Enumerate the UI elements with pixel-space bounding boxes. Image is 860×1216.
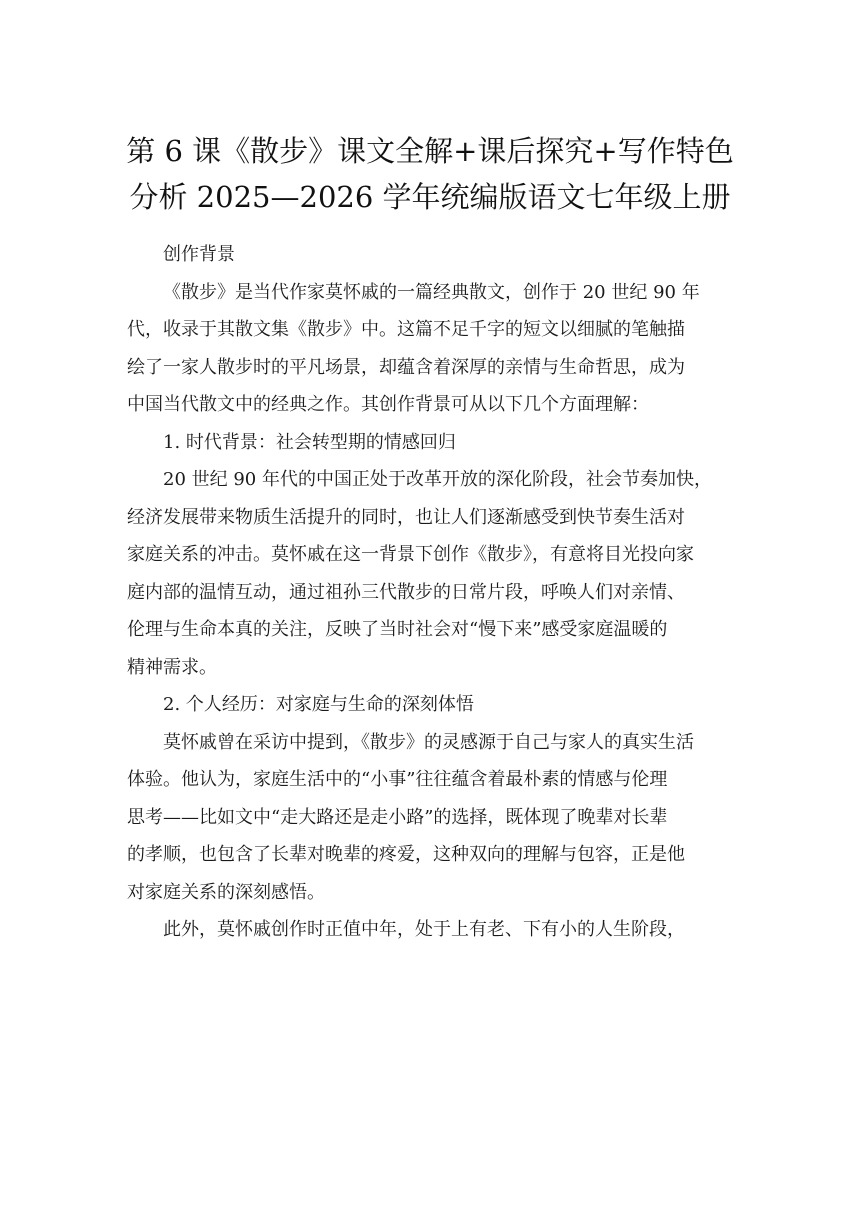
paragraph-line: 精神需求。 xyxy=(127,656,217,678)
paragraph-line: 体验。他认为，家庭生活中的“小事”往往蕴含着最朴素的情感与伦理 xyxy=(127,769,668,790)
paragraph-additional xyxy=(127,911,735,949)
paragraph-line: 的孝顺，也包含了长辈对晚辈的疼爱，这种双向的理解与包容，正是他 xyxy=(127,844,685,865)
document-title xyxy=(100,128,760,220)
paragraph-era xyxy=(127,461,735,686)
paragraph-line: 经济发展带来物质生活提升的同时，也让人们逐渐感受到快节奏生活对 xyxy=(127,506,685,528)
section-heading-personal: 2. 个人经历：对家庭与生命的深刻体悟 xyxy=(163,694,474,715)
paragraph-line: 绘了一家人散步时的平凡场景，却蕴含着深厚的亲情与生命哲思，成为 xyxy=(127,356,685,378)
paragraph-line: 莫怀戚曾在采访中提到，《散步》的灵感源于自己与家人的真实生活 xyxy=(163,731,694,753)
section-heading-era: 1. 时代背景：社会转型期的情感回归 xyxy=(163,431,456,453)
paragraph-line: 代，收录于其散文集《散步》中。这篇不足千字的短文以细腻的笔触描 xyxy=(127,319,685,340)
title-line-2: 分析 2025—2026 学年统编版语文七年级上册 xyxy=(129,180,731,214)
title-line-1: 第 6 课《散步》课文全解+课后探究+写作特色 xyxy=(126,134,734,168)
paragraph-line: 20 世纪 90 年代的中国正处于改革开放的深化阶段，社会节奏加快， xyxy=(163,469,712,490)
paragraph-intro xyxy=(127,274,735,424)
paragraph-line: 伦理与生命本真的关注，反映了当时社会对“慢下来”感受家庭温暖的 xyxy=(127,619,668,640)
paragraph-line: 家庭关系的冲击。莫怀戚在这一背景下创作《散步》，有意将目光投向家 xyxy=(127,544,694,565)
document-body xyxy=(127,236,735,949)
paragraph-personal xyxy=(127,724,735,912)
paragraph-line: 《散步》是当代作家莫怀戚的一篇经典散文，创作于 20 世纪 90 年 xyxy=(163,281,700,303)
section-heading-background: 创作背景 xyxy=(163,244,235,265)
paragraph-line: 对家庭关系的深刻感悟。 xyxy=(127,881,325,903)
paragraph-line: 庭内部的温情互动，通过祖孙三代散步的日常片段，呼唤人们对亲情、 xyxy=(127,581,685,603)
paragraph-line: 思考——比如文中“走大路还是走小路”的选择，既体现了晚辈对长辈 xyxy=(127,806,668,828)
paragraph-line: 中国当代散文中的经典之作。其创作背景可从以下几个方面理解： xyxy=(127,394,649,415)
paragraph-line: 此外，莫怀戚创作时正值中年，处于上有老、下有小的人生阶段， xyxy=(163,919,685,940)
